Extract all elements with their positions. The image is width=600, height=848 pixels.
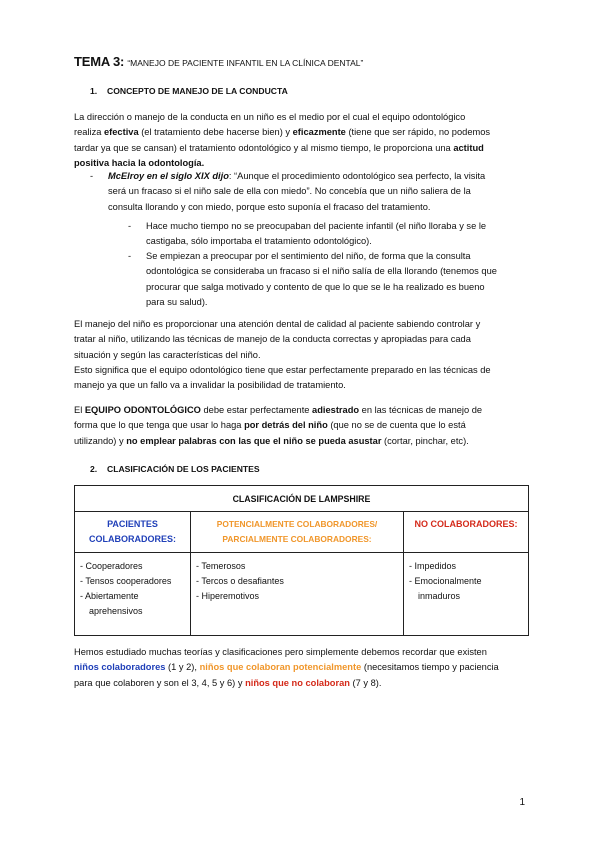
page-number: 1 — [519, 797, 525, 808]
section-1-number: 1. — [90, 86, 98, 96]
mcelroy-author: McElroy en el siglo XIX dijo — [108, 171, 229, 181]
colaboradores-highlight: niños colaboradores — [74, 662, 166, 673]
p1-line: tardar ya que se cansan) el tratamiento odontológico y al mismo tiempo, le proporciona una actitud — [74, 142, 484, 153]
paragraph-4: Hemos estudiado muchas teorías y clasificaciones pero simplemente debemos recordar que existen niños colaboradores (1 y 2), niños que colaboran potencialmente (necesitamos tiempo y paciencia para que colaboren y son el 3, 4, 5 y 6) y niños que no colaboran (7 y 8). — [74, 647, 499, 688]
list-item: - Hiperemotivos — [196, 591, 260, 601]
header-potencialmente: POTENCIALMENTE COLABORADORES/ PARCIALMENTE COLABORADORES: — [191, 512, 404, 553]
list-item: - Abiertamente — [80, 591, 139, 601]
list-item: - Cooperadores — [80, 561, 143, 571]
p1-line: positiva hacia la odontología. — [74, 157, 205, 168]
col-potencialmente — [191, 553, 404, 636]
paragraph-2: El manejo del niño es proporcionar una atención dental de calidad al paciente sabiendo controlar y tratar al niño, utilizando las técnicas de manejo de la conducta correctas y apropiadas para cada situación y según las características del niño. Esto significa que el equipo odontológico tiene que estar perfectamente preparado en las técnicas de manejo ya que un fallo va a invalidar la posibilidad de tratamiento. — [74, 319, 491, 391]
bullet-mcelroy: McElroy en el siglo XIX dijo: “Aunque el procedimiento odontológico sea perfecto, la visita será un fracaso si el niño sale de ella con miedo”. No concebía que un niño saliera de la consulta llorando y con miedo, porque esto suponía el fracaso del tratamiento. — [108, 171, 486, 212]
header-colaboradores: PACIENTES COLABORADORES: — [75, 512, 191, 553]
sub-bullet-dash: - — [128, 221, 132, 231]
paragraph-3: El EQUIPO ODONTOLÓGICO debe estar perfectamente adiestrado en las técnicas de manejo de forma que lo que tenga que usar lo haga por detrás del niño (que no se de cuenta que lo está utilizando) y no emplear palabras con las que el niño se pueda asustar (cortar, pinchar, etc). — [74, 405, 483, 446]
list-item: - Temerosos — [196, 561, 246, 571]
list-item: aprehensivos — [89, 606, 143, 616]
sub-bullet-1: Hace mucho tiempo no se preocupaban del paciente infantil (el niño lloraba y se le castigaba, sólo importaba el tratamiento odontológico). — [146, 221, 487, 247]
list-item: - Tensos cooperadores — [80, 576, 172, 586]
sub-bullet-2: Se empiezan a preocupar por el sentimiento del niño, de forma que la consulta odontológica se consideraba un fracaso si el niño salía de ella llorando (tenemos que procurar que salga motivado y contento de que lo que se le ha realizado es bueno para su salud). — [146, 251, 497, 307]
p1-line: realiza efectiva (el tratamiento debe hacerse bien) y eficazmente (tiene que ser rápido, no podemos — [74, 127, 491, 138]
section-2-number: 2. — [90, 464, 98, 474]
list-item: - Impedidos — [409, 561, 457, 571]
tema-label: TEMA 3: — [74, 54, 125, 69]
list-item: - Emocionalmente — [409, 576, 482, 586]
list-item: inmaduros — [418, 591, 461, 601]
col-colaboradores — [75, 553, 191, 636]
table-title: CLASIFICACIÓN DE LAMPSHIRE — [75, 486, 529, 512]
bullet-dash: - — [90, 171, 94, 181]
sub-bullet-dash: - — [128, 251, 132, 261]
section-1-heading: CONCEPTO DE MANEJO DE LA CONDUCTA — [107, 86, 288, 96]
col-no-colaboradores — [404, 553, 529, 636]
p1-line: La dirección o manejo de la conducta en un niño es el medio por el cual el equipo odontológico — [74, 112, 466, 122]
tema-subtitle: “MANEJO DE PACIENTE INFANTIL EN LA CLÍNICA DENTAL” — [127, 58, 364, 68]
lampshire-table — [74, 485, 529, 636]
section-2-heading: CLASIFICACIÓN DE LOS PACIENTES — [107, 464, 260, 474]
list-item: - Tercos o desafiantes — [196, 576, 284, 586]
paragraph-1 — [74, 110, 529, 171]
no-colaboran-highlight: niños que no colaboran — [245, 677, 350, 688]
header-no-colaboradores: NO COLABORADORES: — [404, 512, 529, 553]
page-title — [74, 54, 363, 69]
potencialmente-highlight: niños que colaboran potencialmente — [199, 662, 362, 673]
